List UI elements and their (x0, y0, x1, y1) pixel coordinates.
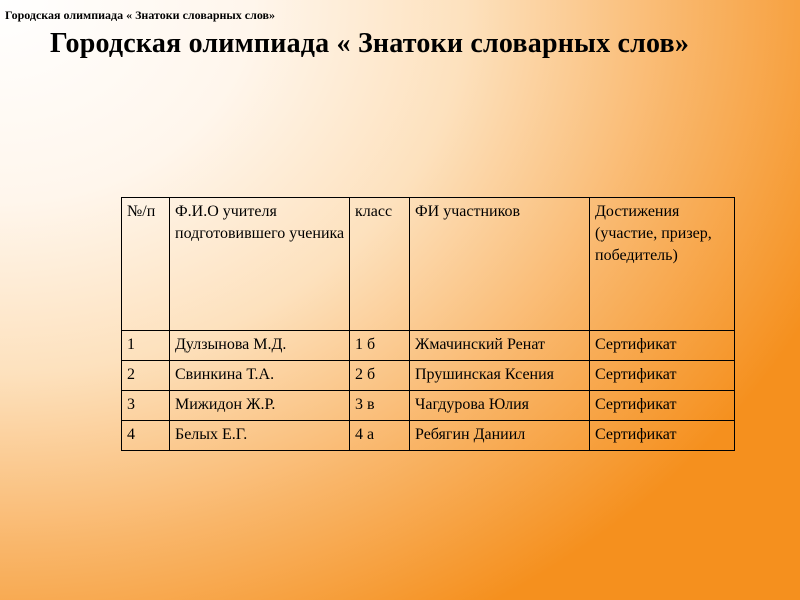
table-row (122, 361, 735, 391)
table-header-row (122, 198, 735, 331)
teacher-cell: Мижидон Ж.Р. (170, 391, 350, 421)
row-number-cell: 3 (122, 391, 170, 421)
row-number-cell: 1 (122, 331, 170, 361)
achievement-cell: Сертификат (590, 421, 735, 451)
achievement-cell: Сертификат (590, 331, 735, 361)
achievement-cell: Сертификат (590, 361, 735, 391)
class-cell: 4 а (350, 421, 410, 451)
teacher-cell: Дулзынова М.Д. (170, 331, 350, 361)
slide-small-title: Городская олимпиада « Знатоки словарных слов» (5, 8, 276, 22)
olympiad-results-table (121, 197, 735, 451)
achievement-cell: Сертификат (590, 391, 735, 421)
table-row (122, 331, 735, 361)
participant-cell: Прушинская Ксения (410, 361, 590, 391)
class-cell: 1 б (350, 331, 410, 361)
teacher-cell: Свинкина Т.А. (170, 361, 350, 391)
table-row (122, 391, 735, 421)
table-row (122, 421, 735, 451)
participant-cell: Чагдурова Юлия (410, 391, 590, 421)
column-header-teacher: Ф.И.О учителя подготовившего ученика (170, 198, 350, 331)
class-cell: 3 в (350, 391, 410, 421)
participant-cell: Жмачинский Ренат (410, 331, 590, 361)
row-number-cell: 4 (122, 421, 170, 451)
teacher-cell: Белых Е.Г. (170, 421, 350, 451)
column-header-class: класс (350, 198, 410, 331)
column-header-number: №/п (122, 198, 170, 331)
slide-title: Городская олимпиада « Знатоки словарных слов» (50, 28, 690, 59)
participant-cell: Ребягин Даниил (410, 421, 590, 451)
row-number-cell: 2 (122, 361, 170, 391)
column-header-participant: ФИ участников (410, 198, 590, 331)
class-cell: 2 б (350, 361, 410, 391)
column-header-achievement: Достижения (участие, призер, победитель) (590, 198, 735, 331)
